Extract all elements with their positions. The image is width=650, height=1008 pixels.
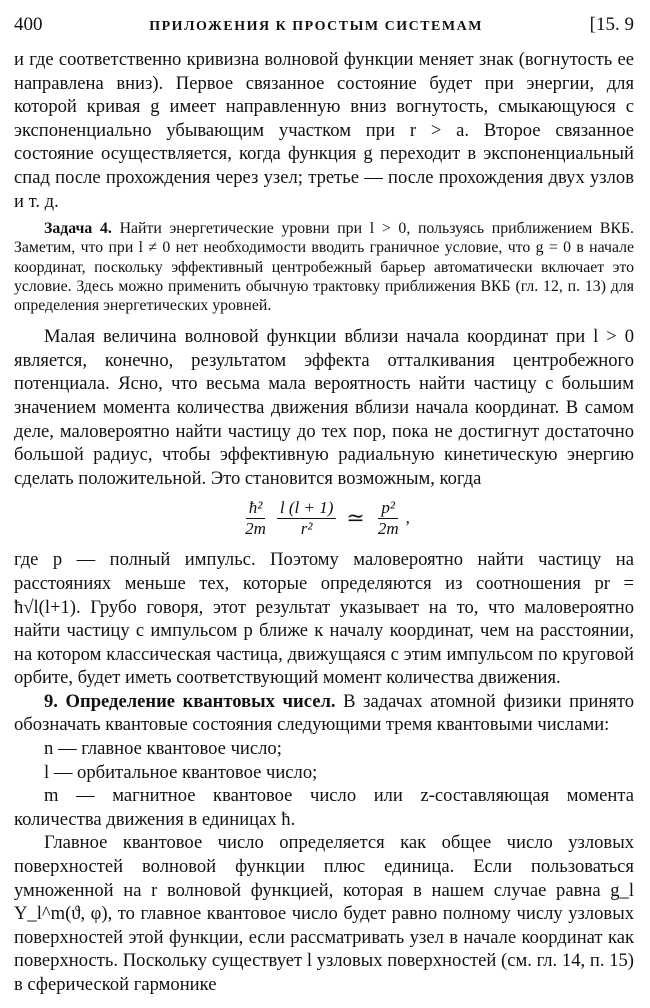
- page-number: 400: [14, 14, 43, 35]
- fraction-1-num: ħ²: [246, 498, 266, 519]
- list-item-l: l — орбитальное квантовое число;: [44, 761, 318, 783]
- paragraph-1: и где соответственно кривизна волновой функции меняет знак (вогнутость ее направлена вниз). Первое связанное состояние будет при энергии, для которой кривая g имеет направленную вниз вогнутость, смыкающуюся с экспоненциально убывающим участком при r > a. Второе связанное состояние осуществляется, когда функция g переходит в экспоненциальный спад после прохождения через узел; третье — после прохождения двух узлов и т. д.: [14, 49, 634, 212]
- list-item-m: m — магнитное квантовое число или z-составляющая момента количества движения в единицах ħ.: [14, 785, 634, 830]
- fraction-3-den: 2m: [377, 518, 399, 538]
- fraction-1: [242, 498, 269, 539]
- task-4: [14, 219, 634, 315]
- section-text: В задачах атомной физики принято обозначать квантовые состояния следующими тремя квантовыми числами:: [14, 690, 634, 736]
- fraction-1-den: 2m: [245, 518, 266, 538]
- fraction-3-num: p²: [378, 498, 398, 519]
- task-text: Найти энергетические уровни при l > 0, пользуясь приближением ВКБ. Заметим, что при l ≠ 0 нет необходимости вводить граничное условие, что g = 0 в начале координат, поскольку эффективный центробежный барьер автоматически включает это условие. Здесь можно применить обычную трактовку приближения ВКБ (гл. 12, п. 13) для определения энергетических уровней.: [14, 220, 634, 314]
- fraction-2: [277, 498, 337, 539]
- paragraph-4: Главное квантовое число определяется как общее число узловых поверхностей волновой функции плюс единица. Если пользоваться умноженной на r волновой функцией, которая в нашем случае равна g_l Y_l^m(ϑ, φ), то главное квантовое число будет равно полному числу узловых поверхностей этой функции, если рассматривать узел в начале координат как поверхность. Поскольку существует l узловых поверхностей (см. гл. 14, п. 15) в сферической гармонике: [14, 832, 634, 996]
- section-heading: 9. Определение квантовых чисел.: [44, 690, 336, 712]
- section-ref: [15. 9: [589, 14, 634, 35]
- section-9: [14, 690, 634, 737]
- formula-centrifugal: [14, 492, 634, 544]
- fraction-2-num: l (l + 1): [277, 498, 337, 519]
- formula-tail: ,: [405, 508, 410, 528]
- paragraph-2: Малая величина волновой функции вблизи начала координат при l > 0 является, конечно, результатом эффекта отталкивания центробежного потенциала. Ясно, что весьма мала вероятность найти частицу с большим значением момента количества движения вблизи начала координат. В самом деле, маловероятно найти частицу до тех пор, пока не достигнут достаточно большой радиус, чтобы эффективную радиальную кинетическую энергию сделать положительной. Это становится возможным, когда: [14, 326, 634, 489]
- running-header: [14, 14, 634, 48]
- task-label: Задача 4.: [44, 220, 112, 238]
- paragraph-3: где p — полный импульс. Поэтому маловероятно найти частицу на расстояниях меньше тех, которые определяются из соотношения pr = ħ√l(l+1). Грубо говоря, этот результат указывает на то, что маловероятно найти частицу с импульсом p ближе к началу координат, чем на расстоянии, на котором классическая частица, движущаяся с этим импульсом по круговой орбите, будет иметь соответствующий момент количества движения.: [14, 549, 634, 689]
- approx-sign: ≃: [346, 505, 365, 531]
- fraction-3: [375, 498, 402, 539]
- fraction-2-den: r²: [300, 518, 313, 538]
- running-title: ПРИЛОЖЕНИЯ К ПРОСТЫМ СИСТЕМАМ: [149, 19, 483, 34]
- list-item-n: n — главное квантовое число;: [44, 738, 282, 760]
